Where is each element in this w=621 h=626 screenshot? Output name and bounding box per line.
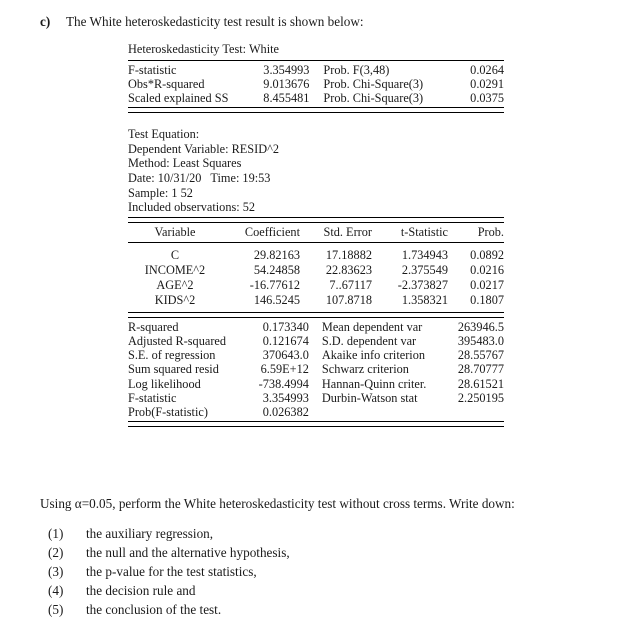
part-intro-text: The White heteroskedasticity test result is shown below: [66, 14, 364, 29]
heteroskedasticity-summary-table [128, 63, 504, 106]
coefficient-variable: KIDS^2 [154, 293, 196, 308]
statistic-value2 [446, 405, 504, 419]
statistic-value: 0.173340 [262, 319, 309, 334]
coefficient-t-statistic: 2.375549 [401, 262, 448, 277]
statistic-row [128, 391, 504, 405]
statistic-label: Log likelihood [128, 376, 201, 391]
statistic-label2: Schwarz criterion [321, 362, 409, 377]
coefficient-t-statistic: -2.373827 [397, 278, 448, 293]
part-c-intro [40, 14, 600, 30]
coefficient-std-error: 7..67117 [329, 278, 372, 293]
statistic-label: R-squared [128, 319, 179, 334]
statistic-row [128, 334, 504, 348]
coefficient-row [128, 262, 504, 277]
statistic-label2: Durbin-Watson stat [321, 390, 418, 405]
statistic-label2: Mean dependent var [321, 319, 423, 334]
col-header-std-error: Std. Error [323, 224, 372, 239]
question-item [40, 524, 602, 543]
coefficient-variable: AGE^2 [156, 278, 194, 293]
rule-before-coef [128, 217, 504, 223]
statistic-row [128, 348, 504, 362]
coefficient-coefficient: 29.82163 [253, 247, 300, 262]
coefficient-prob: 0.0216 [470, 262, 504, 277]
info-line: Sample: 1 52 [128, 185, 193, 200]
question-number: (5) [48, 602, 64, 617]
coefficient-prob: 0.1807 [470, 293, 504, 308]
question-text: the conclusion of the test. [86, 602, 222, 617]
summary-value: 9.013676 [263, 76, 310, 91]
statistic-label2 [322, 405, 446, 419]
summary-value: 3.354993 [263, 62, 310, 77]
info-line: Date: 10/31/20 Time: 19:53 [128, 170, 271, 185]
rule-after-coef [128, 312, 504, 318]
statistic-row [128, 362, 504, 376]
info-line: Method: Least Squares [128, 156, 242, 171]
statistic-label: F-statistic [128, 390, 177, 405]
summary-row [128, 77, 504, 91]
col-header-t-statistic: t-Statistic [400, 224, 448, 239]
summary-label: Scaled explained SS [128, 91, 229, 105]
statistic-value2: 2.250195 [457, 390, 504, 405]
col-header-coefficient: Coefficient [244, 224, 300, 239]
summary-row [128, 91, 504, 105]
statistic-value2: 28.55767 [457, 348, 504, 363]
question-list [40, 524, 602, 619]
statistic-value: 0.121674 [262, 333, 309, 348]
statistic-row [128, 377, 504, 391]
test-equation-info [128, 127, 504, 215]
question-number: (1) [48, 526, 64, 541]
statistic-row [128, 320, 504, 334]
coefficient-t-statistic: 1.358321 [401, 293, 448, 308]
question-item [40, 600, 602, 619]
coefficient-t-statistic: 1.734943 [401, 247, 448, 262]
statistic-value: 3.354993 [262, 390, 309, 405]
question-number: (4) [48, 583, 64, 598]
coefficient-prob: 0.0217 [470, 278, 504, 293]
coefficient-row [128, 293, 504, 308]
rule-under-coef-header [128, 242, 504, 243]
statistic-value2: 28.61521 [457, 376, 504, 391]
regression-statistics-table [128, 320, 504, 419]
eviews-title: Heteroskedasticity Test: White [128, 42, 279, 56]
statistic-row [128, 405, 504, 419]
statistic-label2: Hannan-Quinn criter. [321, 376, 427, 391]
coefficient-variable: INCOME^2 [144, 262, 206, 277]
rule-top [128, 60, 504, 61]
question-text: the p-value for the test statistics, [86, 564, 257, 579]
closing-question-block [40, 496, 602, 619]
statistic-value: 0.026382 [262, 404, 309, 419]
summary-prob-value: 0.0291 [470, 76, 504, 91]
coefficient-coefficient: 54.24858 [253, 262, 300, 277]
summary-prob-label: Prob. Chi-Square(3) [323, 91, 424, 105]
statistic-label: Sum squared resid [128, 362, 219, 377]
statistic-label: Adjusted R-squared [128, 333, 227, 348]
question-number: (3) [48, 564, 64, 579]
statistic-label2: S.D. dependent var [321, 333, 417, 348]
statistic-label: Prob(F-statistic) [128, 404, 208, 419]
info-line: Dependent Variable: RESID^2 [128, 141, 280, 156]
summary-value: 8.455481 [263, 91, 310, 105]
coefficient-body-table [128, 247, 504, 307]
question-text: the decision rule and [86, 583, 196, 598]
info-line: Test Equation: [128, 127, 200, 142]
statistic-value2: 395483.0 [457, 333, 504, 348]
eviews-output-block [128, 42, 504, 429]
summary-prob-label: Prob. Chi-Square(3) [323, 76, 424, 91]
statistic-value2: 263946.5 [457, 319, 504, 334]
coefficient-std-error: 22.83623 [325, 262, 372, 277]
part-marker: c) [40, 14, 51, 29]
coefficient-std-error: 107.8718 [325, 293, 372, 308]
question-item [40, 562, 602, 581]
spacer-coef-bottom [128, 308, 504, 310]
coefficient-header-row [128, 225, 504, 241]
rule-bottom [128, 421, 504, 427]
coefficient-coefficient: 146.5245 [253, 293, 300, 308]
question-text: the null and the alternative hypothesis, [86, 545, 290, 560]
statistic-value: -738.4994 [258, 376, 309, 391]
statistic-label2: Akaike info criterion [321, 348, 426, 363]
summary-prob-value: 0.0264 [470, 62, 504, 77]
summary-prob-label: Prob. F(3,48) [323, 62, 390, 77]
coefficient-coefficient: -16.77612 [249, 278, 300, 293]
statistic-value: 6.59E+12 [260, 362, 309, 377]
summary-label: F-statistic [128, 62, 177, 77]
question-item [40, 581, 602, 600]
summary-label: Obs*R-squared [128, 76, 205, 91]
col-header-variable: Variable [154, 224, 196, 239]
coefficient-std-error: 17.18882 [325, 247, 372, 262]
summary-row [128, 63, 504, 77]
coefficient-prob: 0.0892 [470, 247, 504, 262]
statistic-label: S.E. of regression [128, 348, 216, 363]
question-item [40, 543, 602, 562]
statistic-value: 370643.0 [262, 348, 309, 363]
statistic-value2: 28.70777 [457, 362, 504, 377]
closing-lead-text: Using α=0.05, perform the White heteroskedasticity test without cross terms. Write down: [40, 496, 515, 511]
coefficient-variable: C [170, 247, 180, 262]
rule-after-summary [128, 107, 504, 113]
question-number: (2) [48, 545, 64, 560]
col-header-prob: Prob. [477, 224, 504, 239]
coefficient-row [128, 247, 504, 262]
coefficient-table [128, 225, 504, 241]
info-line: Included observations: 52 [128, 200, 256, 215]
question-text: the auxiliary regression, [86, 526, 214, 541]
coefficient-row [128, 278, 504, 293]
summary-prob-value: 0.0375 [470, 91, 504, 105]
